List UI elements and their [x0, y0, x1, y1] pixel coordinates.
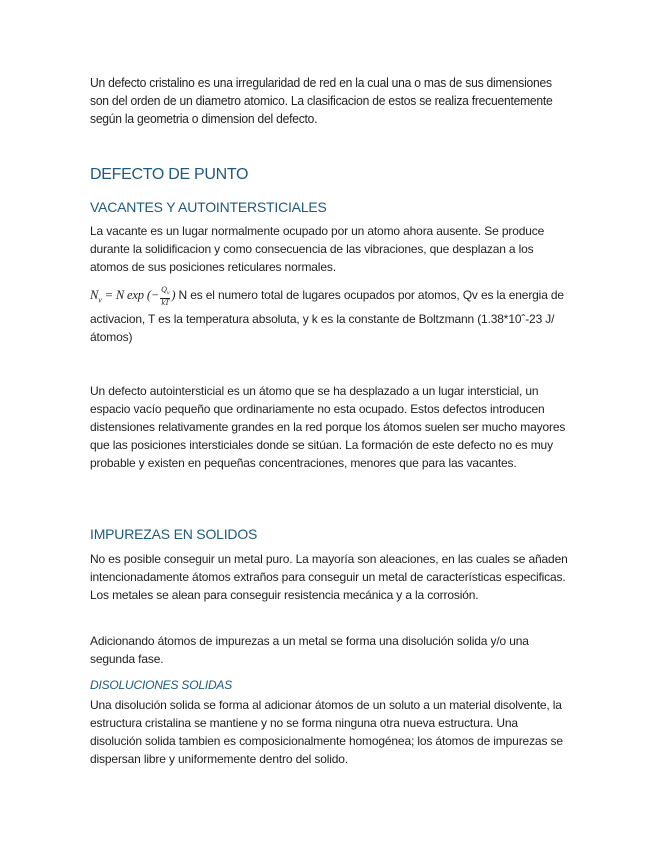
paragraph-impurezas-1: No es posible conseguir un metal puro. La mayoría son aleaciones, en las cuales se añaden intencionadamente átomos extraños para conseguir un metal de características especificas. Los metales se alean para conseguir resistencia mecánica y a la corrosión.	[90, 552, 568, 602]
paragraph-autointersticial: Un defecto autointersticial es un átomo que se ha desplazado a un lugar intersticial, un espacio vacío pequeño que ordinariamente no esta ocupado. Estos defectos introducen distensiones relativamente grandes en la red porque los átomos suelen ser mucho mayores que las posiciones intersticiales donde se sitúan. La formación de este defecto no es muy probable y existen en pequeñas concentraciones, menores que para las vacantes.	[90, 384, 566, 470]
paragraph-formula	[90, 286, 568, 346]
formula-fraction: $\frac{Q_v}{kT}$	[161, 285, 170, 307]
heading-impurezas: IMPUREZAS EN SOLIDOS	[90, 526, 258, 542]
heading-disoluciones: DISOLUCIONES SOLIDAS	[90, 678, 233, 692]
paragraph-impurezas-2: Adicionando átomos de impurezas a un metal se forma una disolución solida y/o una segunda fase.	[90, 634, 529, 666]
vacancy-formula: $N_v = N$ exp (− $\frac{Q_v}{kT}$ )	[90, 285, 176, 307]
heading-defecto-de-punto: DEFECTO DE PUNTO	[90, 166, 249, 183]
paragraph-vacante: La vacante es un lugar normalmente ocupado por un atomo ahora ausente. Se produce durante la solidificacion y como consecuencia de las vibraciones, que desplazan a los atomos de sus posiciones reticulares normales.	[90, 224, 545, 274]
intro-paragraph: Un defecto cristalino es una irregularidad de red en la cual una o mas de sus dimensiones son del orden de un diametro atomico. La clasificacion de estos se realiza frecuentemente según la geometria o dimension del defecto.	[90, 75, 553, 126]
paragraph-disoluciones: Una disolución solida se forma al adicionar átomos de un soluto a un material disolvente, la estructura cristalina se mantiene y no se forma ninguna otra nueva estructura. Una disolución solida tambien es composicionalmente homogénea; los átomos de impurezas se dispersan libre y uniformemente dentro del solido.	[90, 698, 563, 766]
heading-vacantes: VACANTES Y AUTOINTERSTICIALES	[90, 199, 327, 215]
document-page	[90, 74, 570, 766]
formula-explanation: N es el numero total de lugares ocupados por atomos, Qv es la energia de activacion, T es la temperatura absoluta, y k es la constante de Boltzmann (1.38*10ˆ-23 J/átomos)	[90, 288, 564, 344]
